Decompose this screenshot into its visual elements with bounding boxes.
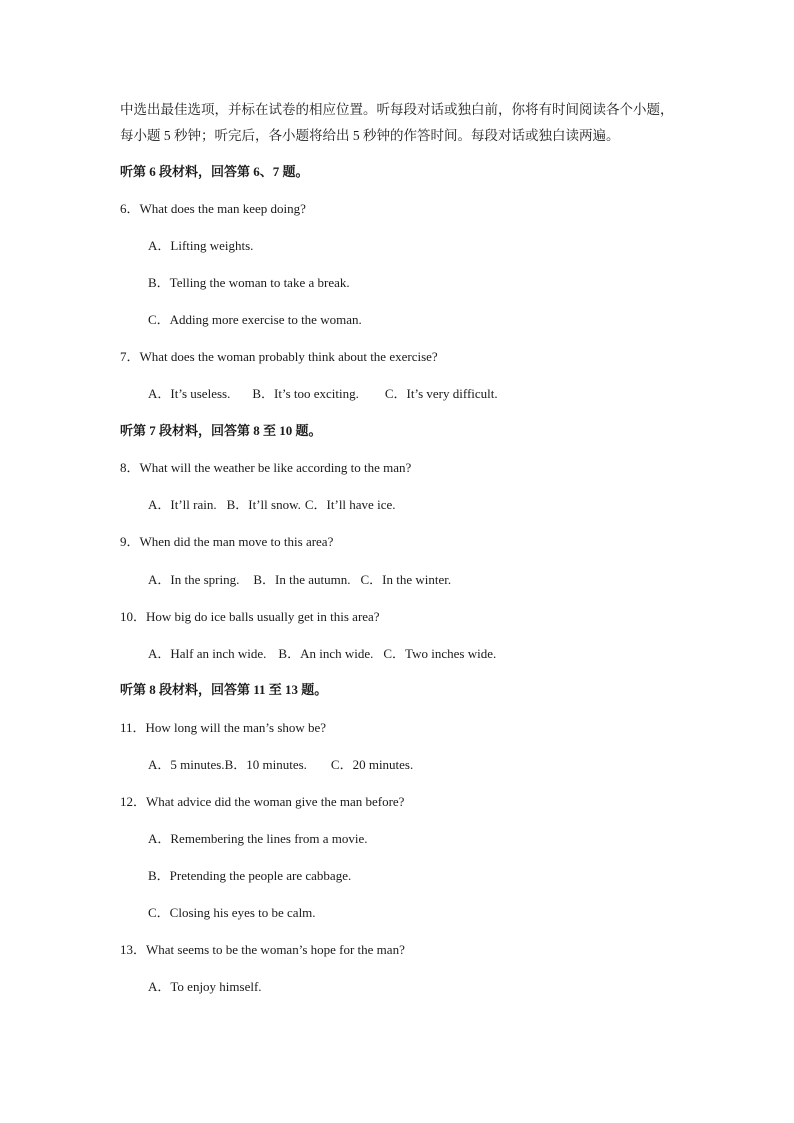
section-6-heading: 听第 6 段材料，回答第 6、7 题。	[120, 164, 309, 179]
question-10-option-b: B．An inch wide.	[278, 646, 374, 661]
question-8: 8．What will the weather be like according to the man?	[120, 460, 412, 475]
question-6-option-a: A．Lifting weights.	[148, 238, 254, 253]
question-7-option-c: C．It’s very difficult.	[384, 386, 498, 401]
question-9: 9．When did the man move to this area?	[120, 534, 334, 549]
question-10-option-c: C．Two inches wide.	[383, 646, 497, 661]
question-11-options	[148, 757, 413, 773]
intro-line-2: 每小题 5 秒钟；听完后，各小题将给出 5 秒钟的作答时间。每段对话或独白读两遍。	[120, 128, 620, 143]
question-9-option-a: A．In the spring.	[148, 572, 240, 587]
question-11-option-a: A．5 minutes.	[148, 757, 225, 772]
section-7-heading: 听第 7 段材料，回答第 8 至 10 题。	[120, 423, 322, 438]
question-12-option-b: B．Pretending the people are cabbage.	[148, 868, 352, 883]
question-8-options	[148, 497, 395, 513]
question-10: 10．How big do ice balls usually get in this area?	[120, 609, 380, 624]
question-7-option-a: A．It’s useless.	[148, 386, 231, 401]
question-13-option-a: A．To enjoy himself.	[148, 979, 262, 994]
question-9-option-c: C．In the winter.	[360, 572, 452, 587]
question-6: 6．What does the man keep doing?	[120, 201, 306, 216]
intro-line-1: 中选出最佳选项，并标在试卷的相应位置。听每段对话或独白前，你将有时间阅读各个小题，	[120, 102, 674, 117]
question-9-option-b: B．In the autumn.	[253, 572, 351, 587]
question-13: 13．What seems to be the woman’s hope for the man?	[120, 942, 405, 957]
question-7-option-b: B．It’s too exciting.	[252, 386, 359, 401]
question-11-option-b: B．10 minutes.	[224, 757, 307, 772]
question-7-options	[148, 386, 498, 402]
question-11-option-c: C．20 minutes.	[330, 757, 414, 772]
question-8-option-a: A．It’ll rain.	[148, 497, 217, 512]
question-10-options	[148, 646, 496, 662]
question-8-option-b: B．It’ll snow.	[226, 497, 301, 512]
question-12-option-a: A．Remembering the lines from a movie.	[148, 831, 368, 846]
question-6-option-b: B．Telling the woman to take a break.	[148, 275, 350, 290]
question-6-option-c: C．Adding more exercise to the woman.	[148, 312, 362, 327]
question-12: 12．What advice did the woman give the man before?	[120, 794, 405, 809]
question-10-option-a: A．Half an inch wide.	[148, 646, 267, 661]
question-7: 7．What does the woman probably think about the exercise?	[120, 349, 438, 364]
question-11: 11．How long will the man’s show be?	[120, 720, 327, 735]
question-12-option-c: C．Closing his eyes to be calm.	[148, 905, 316, 920]
question-8-option-c: C．It’ll have ice.	[304, 497, 396, 512]
question-9-options	[148, 572, 451, 588]
section-8-heading: 听第 8 段材料，回答第 11 至 13 题。	[120, 682, 328, 697]
